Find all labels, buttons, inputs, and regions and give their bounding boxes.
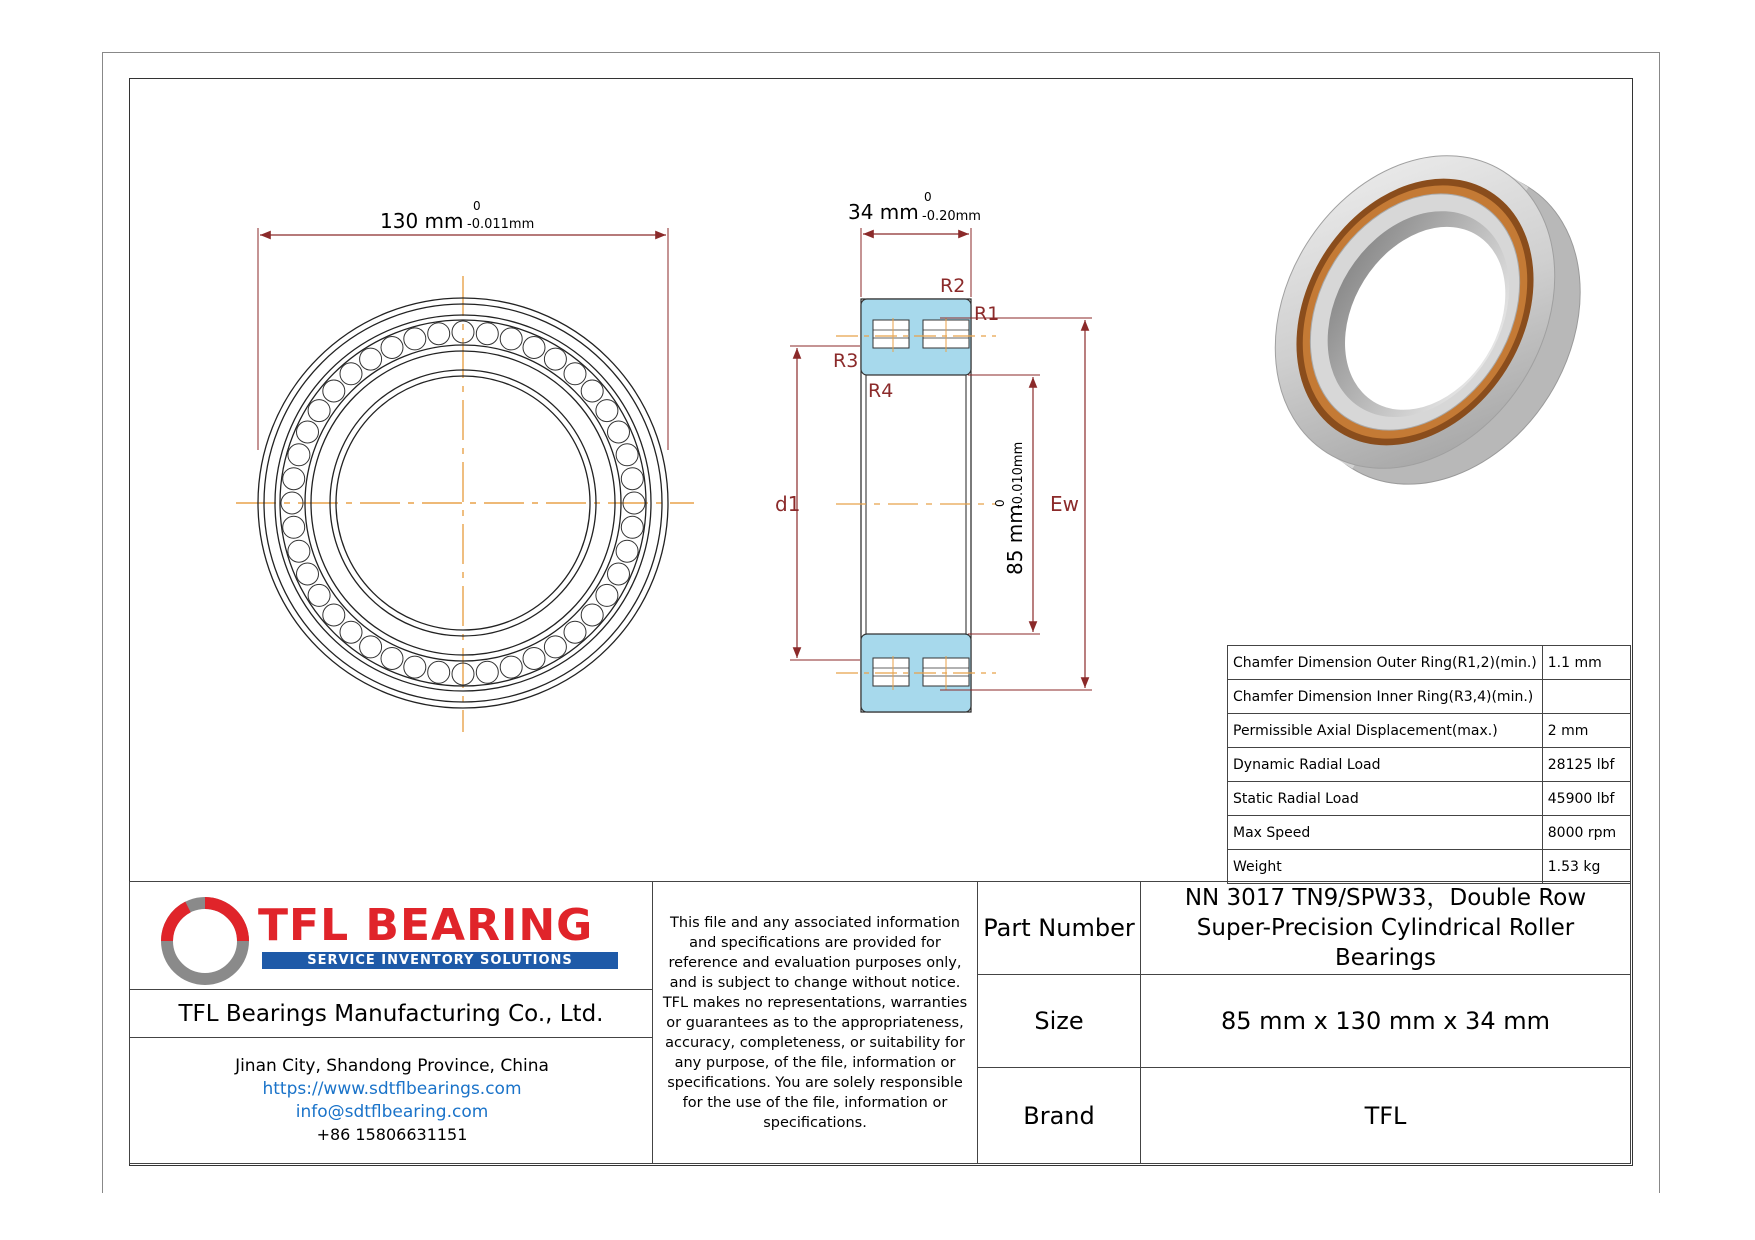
roller <box>596 400 618 422</box>
spec-row <box>1228 714 1631 748</box>
roller <box>323 380 345 402</box>
roller <box>404 656 426 678</box>
spec-label: Dynamic Radial Load <box>1228 748 1543 782</box>
roller <box>283 516 305 538</box>
roller <box>381 648 403 670</box>
roller <box>381 337 403 359</box>
roller <box>476 661 498 683</box>
roller <box>544 348 566 370</box>
roller <box>596 584 618 606</box>
outer-tol-upper: 0 <box>473 199 481 213</box>
outer-diameter-label: 130 mm <box>380 209 464 233</box>
roller <box>428 661 450 683</box>
company-name: TFL Bearings Manufacturing Co., Ltd. <box>129 989 653 1038</box>
roller-top-left <box>873 320 909 348</box>
roller <box>288 540 310 562</box>
roller <box>297 421 319 443</box>
bore-label: 85 mm <box>1003 504 1027 575</box>
width-tol-upper: 0 <box>924 190 932 204</box>
bearing-3d-render <box>1218 103 1636 536</box>
width-label: 34 mm <box>848 200 919 224</box>
roller-bottom-left <box>873 658 909 686</box>
spec-row <box>1228 680 1631 714</box>
roller <box>340 621 362 643</box>
roller <box>564 363 586 385</box>
roller <box>608 563 630 585</box>
spec-row <box>1228 646 1631 680</box>
size-value: 85 mm x 130 mm x 34 mm <box>1140 974 1631 1068</box>
company-website-link[interactable]: https://www.sdtflbearings.com <box>262 1079 522 1099</box>
spec-value: 1.1 mm <box>1542 646 1630 680</box>
roller <box>523 337 545 359</box>
r4-label: R4 <box>868 380 894 402</box>
roller <box>360 348 382 370</box>
section-view <box>775 190 1092 712</box>
roller <box>476 323 498 345</box>
disclaimer-text: This file and any associated information and specifications are provided for reference and evaluation purposes only, and is subject to change without notice. TFL makes no representations, warranties or guarantees as to the appropriateness, accuracy, completeness, or suitability for any purpose, of the file, information or specifications. You are solely responsible for the use of the file, information or specifications. <box>652 881 978 1164</box>
company-email-link[interactable]: info@sdtflbearing.com <box>295 1102 489 1122</box>
spec-label: Weight <box>1228 850 1543 884</box>
roller <box>360 636 382 658</box>
spec-row <box>1228 782 1631 816</box>
roller <box>323 604 345 626</box>
front-view <box>236 199 694 732</box>
brand-value: TFL <box>1140 1067 1631 1164</box>
r2-label: R2 <box>940 275 966 297</box>
roller <box>616 540 638 562</box>
roller <box>621 516 643 538</box>
roller <box>616 444 638 466</box>
spec-label: Static Radial Load <box>1228 782 1543 816</box>
spec-label: Chamfer Dimension Outer Ring(R1,2)(min.) <box>1228 646 1543 680</box>
spec-value: 2 mm <box>1542 714 1630 748</box>
roller <box>581 380 603 402</box>
logo-text: TFL BEARING <box>258 900 594 951</box>
spec-value: 28125 lbf <box>1542 748 1630 782</box>
roller <box>283 468 305 490</box>
roller <box>523 648 545 670</box>
contact-cell <box>129 1037 653 1164</box>
company-phone: +86 15806631151 <box>316 1125 468 1144</box>
size-label: Size <box>977 974 1141 1068</box>
d1-label: d1 <box>775 492 801 516</box>
part-number-label: Part Number <box>977 881 1141 975</box>
outer-tol-lower: -0.011mm <box>467 217 535 232</box>
spec-row <box>1228 816 1631 850</box>
width-tol-lower: -0.20mm <box>922 209 981 224</box>
spec-value: 1.53 kg <box>1542 850 1630 884</box>
part-number-value: NN 3017 TN9/SPW33，Double Row Super-Precision Cylindrical Roller Bearings <box>1140 881 1631 975</box>
spec-label: Max Speed <box>1228 816 1543 850</box>
spec-row <box>1228 850 1631 884</box>
roller <box>500 328 522 350</box>
roller <box>340 363 362 385</box>
roller <box>308 584 330 606</box>
spec-value <box>1542 680 1630 714</box>
roller <box>500 656 522 678</box>
roller <box>404 328 426 350</box>
spec-label: Permissible Axial Displacement(max.) <box>1228 714 1543 748</box>
specs-table <box>1227 645 1631 884</box>
roller <box>544 636 566 658</box>
spec-row <box>1228 748 1631 782</box>
roller <box>428 323 450 345</box>
roller <box>308 400 330 422</box>
roller <box>564 621 586 643</box>
logo-tagline: SERVICE INVENTORY SOLUTIONS <box>262 952 618 969</box>
bore-tol-lower: -0.010mm <box>1011 441 1026 509</box>
r3-label: R3 <box>833 350 859 372</box>
roller <box>288 444 310 466</box>
spec-value: 8000 rpm <box>1542 816 1630 850</box>
spec-value: 45900 lbf <box>1542 782 1630 816</box>
roller <box>608 421 630 443</box>
spec-label: Chamfer Dimension Inner Ring(R3,4)(min.) <box>1228 680 1543 714</box>
roller <box>297 563 319 585</box>
r1-label: R1 <box>974 303 1000 325</box>
company-address: Jinan City, Shandong Province, China <box>235 1056 549 1076</box>
brand-label: Brand <box>977 1067 1141 1164</box>
roller <box>621 468 643 490</box>
roller <box>581 604 603 626</box>
ew-label: Ew <box>1050 492 1079 516</box>
logo-cell <box>129 881 653 990</box>
bore-tol-upper: 0 <box>993 499 1007 507</box>
logo-ring-icon <box>158 894 252 988</box>
